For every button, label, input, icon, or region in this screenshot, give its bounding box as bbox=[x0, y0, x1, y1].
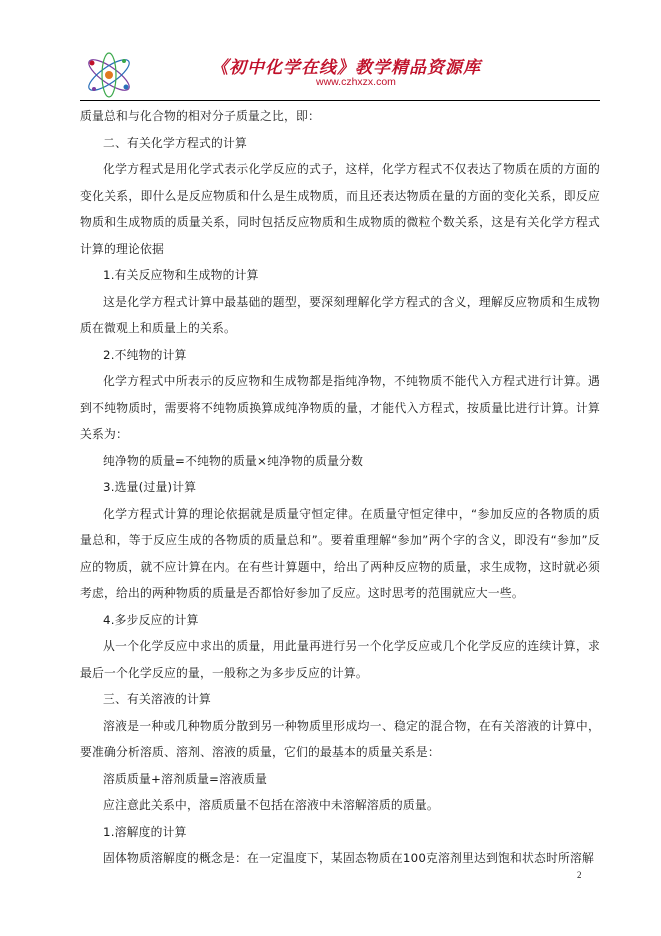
header-title: 《初中化学在线》教学精品资源库 bbox=[211, 58, 481, 78]
paragraph-solubility-definition: 固体物质溶解度的概念是：在一定温度下，某固态物质在100克溶剂里达到饱和状态时所溶解 bbox=[103, 851, 594, 865]
subheading-impure-substance: 2.不纯物的计算 bbox=[103, 347, 187, 362]
subheading-excess-calc: 3.选量(过量)计算 bbox=[103, 480, 197, 494]
paragraph-equation-theory: 化学方程式是用化学式表示化学反应的式子，这样，化学方程式不仅表达了物质在质的方面的变化关系，即什么是反应物质和什么是生成物质，而且还表达物质在量的方面的变化关系，即反应物质和生成物质的质量关系，同时包括反应物质和生成物质的微粒个数关系，这是有关化学方程式计算的理论依据 bbox=[80, 162, 600, 256]
subheading-reactants-products: 1.有关反应物和生成物的计算 bbox=[103, 268, 259, 282]
page-header bbox=[80, 50, 600, 102]
paragraph-mass-conservation: 化学方程式计算的理论依据就是质量守恒定律。在质量守恒定律中，“参加反应的各物质的质量总和，等于反应生成的各物质的质量总和”。要着重理解“参加”两个字的含义，即没有“参加”反应的物质，就不应计算在内。在有些计算题中，给出了两种反应物的质量，求生成物，这时就必须考虑，给出的两种物质的质量是否都恰好参加了反应。这时思考的范围就应大一些。 bbox=[80, 506, 600, 600]
formula-pure-mass: 纯净物的质量=不纯物的质量×纯净物的质量分数 bbox=[103, 453, 364, 468]
paragraph-continuation: 质量总和与化合物的相对分子质量之比，即： bbox=[80, 109, 320, 123]
paragraph-solution-definition: 溶液是一种或几种物质分散到另一种物质里形成均一、稳定的混合物，在有关溶液的计算中，要准确分析溶质、溶剂、溶液的质量，它们的最基本的质量关系是： bbox=[80, 718, 600, 759]
formula-solution-mass: 溶质质量+溶剂质量=溶液质量 bbox=[103, 771, 268, 786]
paragraph-impure-substance: 化学方程式中所表示的反应物和生成物都是指纯净物，不纯物质不能代入方程式进行计算。遇到不纯物质时，需要将不纯物质换算成纯净物质的量，才能代入方程式，按质量比进行计算。计算关系为： bbox=[80, 374, 600, 441]
subheading-solubility: 1.溶解度的计算 bbox=[103, 824, 187, 839]
page-number: 2 bbox=[577, 870, 582, 880]
section-heading-solution-calc: 三、有关溶液的计算 bbox=[103, 692, 211, 706]
paragraph-solution-note: 应注意此关系中，溶质质量不包括在溶液中未溶解溶质的质量。 bbox=[103, 798, 439, 812]
section-heading-equation-calc: 二、有关化学方程式的计算 bbox=[103, 135, 247, 150]
subheading-multistep: 4.多步反应的计算 bbox=[103, 612, 199, 627]
paragraph-multistep: 从一个化学反应中求出的质量，用此量再进行另一个化学反应或几个化学反应的连续计算，求最后一个化学反应的量，一般称之为多步反应的计算。 bbox=[80, 639, 600, 680]
header-url[interactable]: www.czhxzx.com bbox=[316, 76, 396, 88]
document-body bbox=[80, 103, 600, 872]
header-divider bbox=[80, 100, 600, 101]
atom-molecule-logo-icon bbox=[80, 50, 138, 100]
paragraph-basic-type: 这是化学方程式计算中最基础的题型，要深刻理解化学方程式的含义，理解反应物质和生成物质在微观上和质量上的关系。 bbox=[80, 294, 600, 335]
